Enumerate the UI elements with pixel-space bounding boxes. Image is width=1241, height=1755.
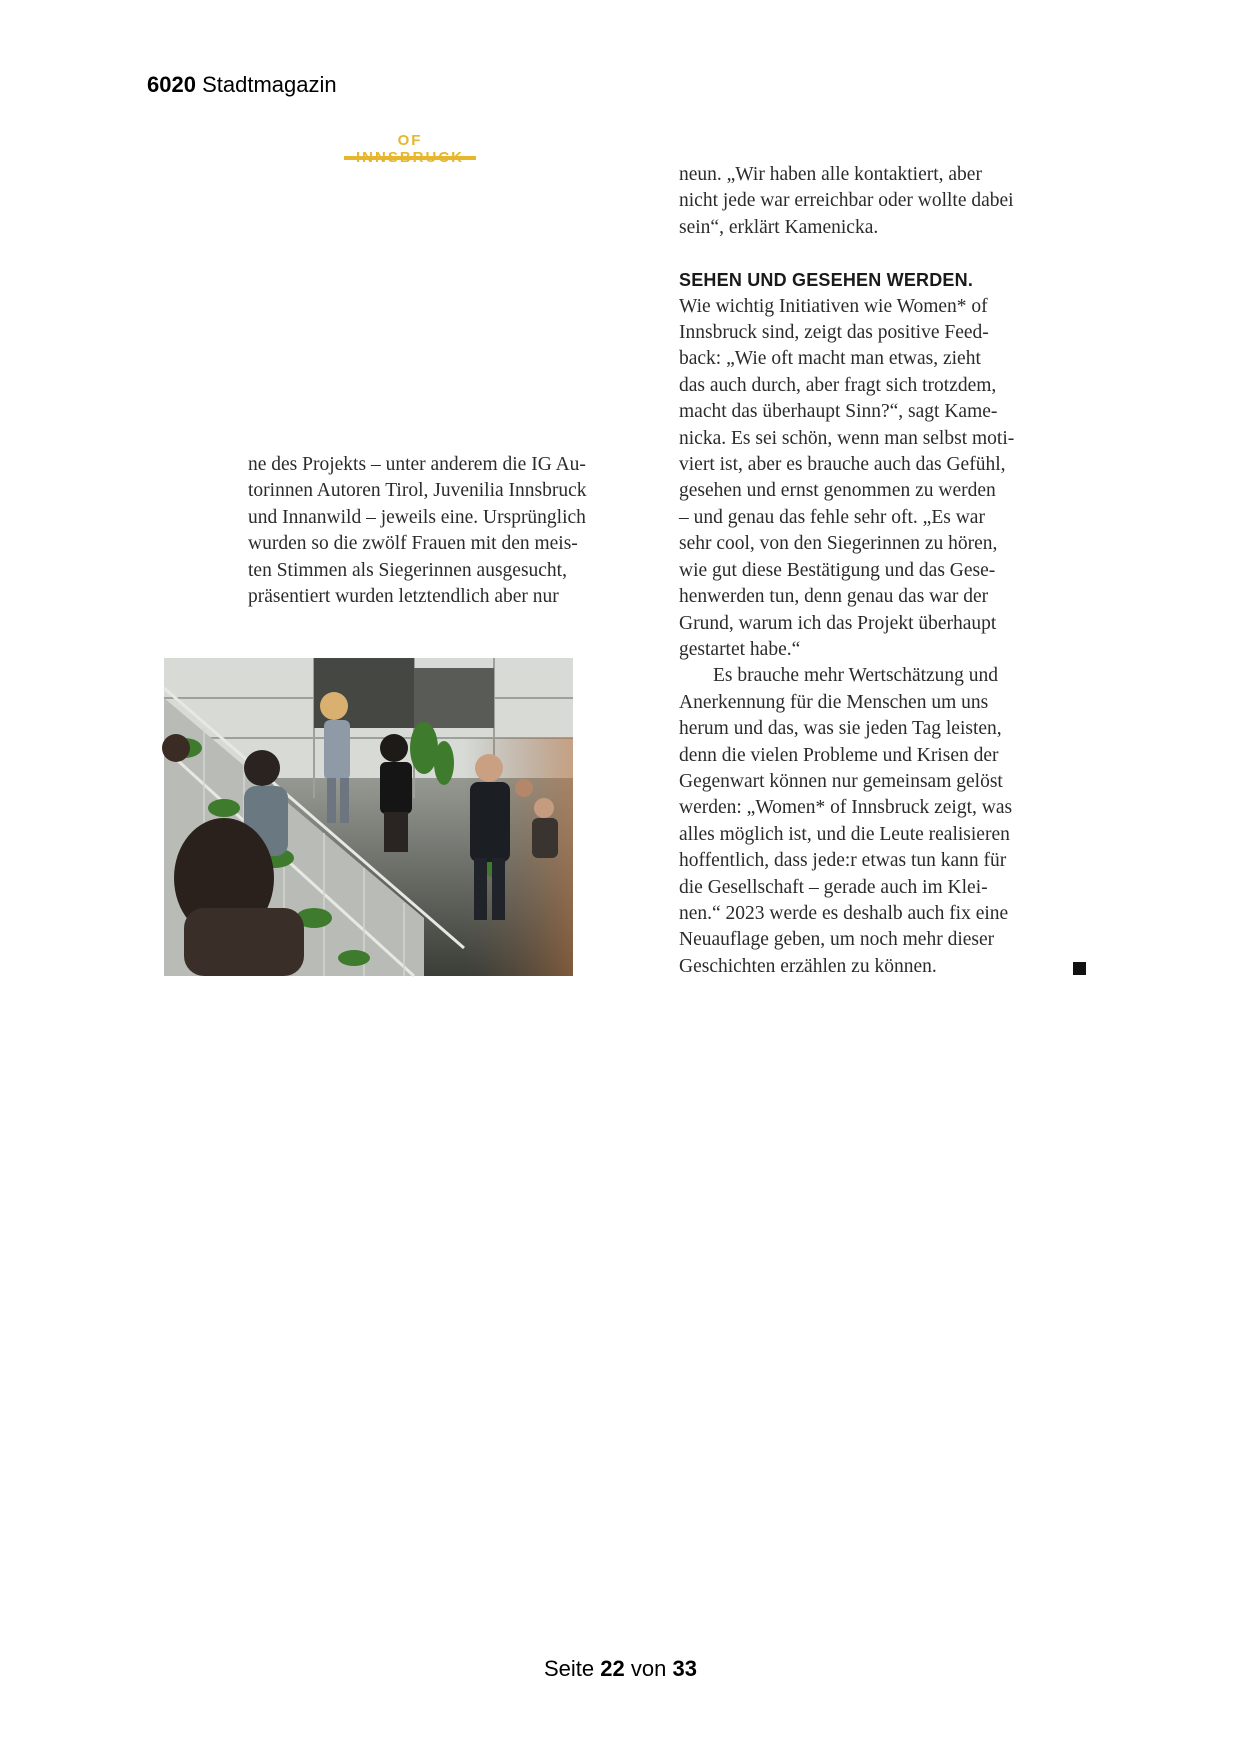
text-line: sein“, erklärt Kamenicka.	[679, 216, 879, 238]
text-line: denn die vielen Probleme und Krisen der	[679, 744, 999, 766]
current-page: 22	[600, 1656, 625, 1681]
text-line: Anerkennung für die Menschen um uns	[679, 691, 989, 713]
text-line: die Gesellschaft – gerade auch im Klei-	[679, 876, 988, 898]
text-line: viert ist, aber es brauche auch das Gefühl,	[679, 454, 1006, 476]
left-article-column	[248, 452, 658, 610]
text-line: alles möglich ist, und die Leute realisieren	[679, 823, 1010, 845]
text-line: das auch durch, aber fragt sich trotzdem,	[679, 374, 997, 396]
event-photo	[164, 658, 573, 976]
magazine-header	[147, 72, 337, 98]
event-photo-illustration	[164, 658, 573, 976]
text-line: werden: „Women* of Innsbruck zeigt, was	[679, 797, 1013, 819]
page-of-label: von	[630, 1656, 667, 1681]
text-line: Innsbruck sind, zeigt das positive Feed-	[679, 322, 989, 344]
text-line: Grund, warum ich das Projekt überhaupt	[679, 612, 997, 634]
text-line: Geschichten erzählen zu können.	[679, 955, 937, 977]
text-line: nen.“ 2023 werde es deshalb auch fix eine	[679, 902, 1009, 924]
women-of-innsbruck-logo-fragment	[344, 132, 476, 161]
magazine-title: Stadtmagazin	[202, 72, 337, 97]
text-line: wie gut diese Bestätigung und das Gese-	[679, 559, 996, 581]
right-article-column	[679, 162, 1099, 980]
text-line: Neuauflage geben, um noch mehr dieser	[679, 929, 995, 951]
logo-text: OF	[397, 132, 423, 149]
text-line: gesehen und ernst genommen zu werden	[679, 480, 996, 502]
text-line: sehr cool, von den Siegerinnen zu hören,	[679, 533, 998, 555]
text-line: gestartet habe.“	[679, 638, 801, 660]
text-line: präsentiert wurden letztendlich aber nur	[248, 586, 559, 608]
text-line: ne des Projekts – unter anderem die IG Au-	[248, 454, 586, 475]
text-line: nicht jede war erreichbar oder wollte dabei	[679, 190, 1014, 212]
section-subheading: SEHEN UND GESEHEN WERDEN.	[679, 270, 974, 291]
text-line: torinnen Autoren Tirol, Juvenilia Innsbruck	[248, 480, 587, 502]
text-line: – und genau das fehle sehr oft. „Es war	[679, 506, 985, 528]
end-of-article-square-icon	[1073, 962, 1086, 975]
text-line: macht das überhaupt Sinn?“, sagt Kame-	[679, 401, 998, 423]
text-line: herum und das, was sie jeden Tag leisten,	[679, 718, 1002, 740]
text-line: Gegenwart können nur gemeinsam gelöst	[679, 770, 1003, 792]
text-line: Es brauche mehr Wertschätzung und	[713, 665, 999, 687]
page-footer	[0, 1656, 1241, 1682]
text-line: back: „Wie oft macht man etwas, zieht	[679, 348, 981, 370]
text-line: neun. „Wir haben alle kontaktiert, aber	[679, 164, 982, 185]
text-line: henwerden tun, denn genau das war der	[679, 586, 989, 608]
text-line: nicka. Es sei schön, wenn man selbst moti-	[679, 427, 1015, 449]
page-label: Seite	[544, 1656, 595, 1681]
magazine-number: 6020	[147, 72, 196, 97]
logo-underline	[344, 156, 476, 160]
text-line: und Innanwild – jeweils eine. Ursprünglich	[248, 506, 586, 528]
text-line: ten Stimmen als Siegerinnen ausgesucht,	[248, 559, 567, 581]
text-line: Wie wichtig Initiativen wie Women* of	[679, 295, 988, 317]
total-pages: 33	[672, 1656, 697, 1681]
text-line: wurden so die zwölf Frauen mit den meis-	[248, 533, 578, 555]
text-line: hoffentlich, dass jede:r etwas tun kann für	[679, 850, 1007, 872]
